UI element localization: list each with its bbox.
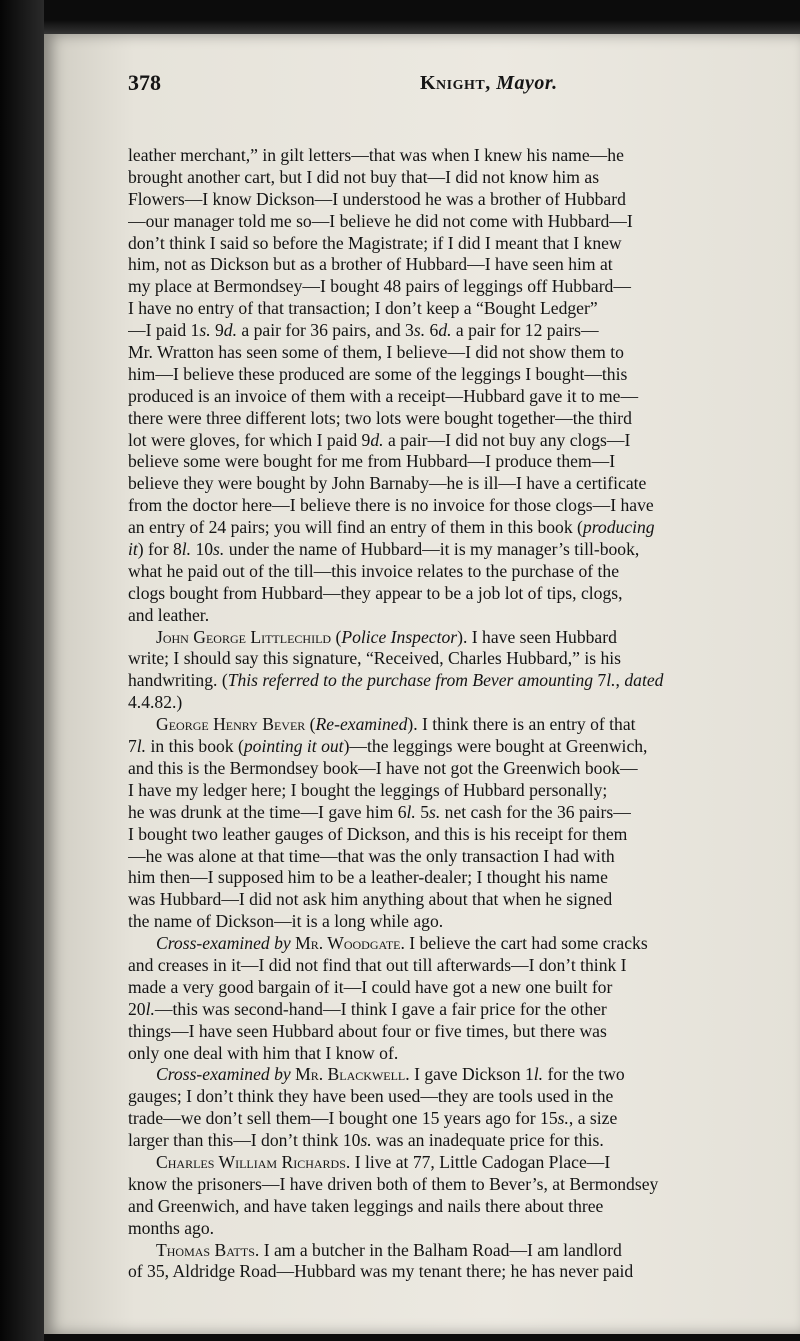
text-segment: net cash for the 36 pairs— xyxy=(440,801,631,822)
text-segment: only one deal with him that I know of. xyxy=(128,1042,399,1063)
text-segment: trade—we don’t sell them—I bought one 15 years ago for 15 xyxy=(128,1108,558,1129)
page-number: 378 xyxy=(128,70,161,95)
text-segment: ) for 8 xyxy=(137,539,182,560)
text-segment: believe they were bought by John Barnaby—he is ill—I have a certificate xyxy=(128,473,647,494)
text-segment: l. xyxy=(181,539,192,560)
text-segment: —he was alone at that time—that was the only transaction I had with xyxy=(128,845,615,866)
text-segment: 9 xyxy=(210,320,224,341)
text-segment: in this book ( xyxy=(146,736,244,757)
text-segment: him then—I supposed him to be a leather-dealer; I thought his name xyxy=(128,867,608,888)
book-spine-shadow xyxy=(0,0,44,1341)
text-segment: l. xyxy=(145,998,155,1019)
text-line xyxy=(128,430,800,452)
text-segment: I gave Dickson 1 xyxy=(409,1064,534,1085)
text-segment: ( xyxy=(305,714,316,735)
text-line xyxy=(128,1240,800,1262)
text-line xyxy=(128,189,800,211)
text-line xyxy=(128,364,800,386)
text-segment: s. xyxy=(413,320,426,341)
text-segment: him—I believe these produced are some of the leggings I bought—this xyxy=(128,363,628,384)
text-segment: d. xyxy=(223,320,237,341)
text-line xyxy=(128,692,800,714)
text-line xyxy=(128,846,800,868)
text-line xyxy=(128,561,800,583)
text-line xyxy=(128,1261,800,1283)
text-line xyxy=(128,648,800,670)
text-segment: and creases in it—I did not find that out till afterwards—I don’t think I xyxy=(128,954,627,975)
text-line xyxy=(128,999,800,1021)
text-segment: —this was second-hand—I think I gave a fair price for the other xyxy=(154,998,607,1019)
text-segment: of 35, Aldridge Road—Hubbard was my tenant there; he has never paid xyxy=(128,1261,634,1282)
text-segment: 5 xyxy=(415,801,429,822)
text-segment: Mr. Wratton has seen some of them, I believe—I did not show them to xyxy=(128,342,624,363)
text-segment: a pair for 12 pairs— xyxy=(451,320,599,341)
text-line xyxy=(128,1196,800,1218)
text-line xyxy=(128,320,800,342)
text-segment: he was drunk at the time—I gave him 6 xyxy=(128,801,407,822)
text-segment: s. xyxy=(199,320,211,341)
text-line xyxy=(128,517,800,539)
text-line xyxy=(128,298,800,320)
text-segment: Cross-examined by xyxy=(156,933,291,954)
text-line xyxy=(128,627,800,649)
text-line xyxy=(128,1152,800,1174)
text-line xyxy=(128,780,800,802)
text-segment: produced is an invoice of them with a receipt—Hubbard gave it to me— xyxy=(128,385,639,406)
text-line xyxy=(128,1174,800,1196)
text-segment: 6 xyxy=(425,320,439,341)
text-segment: d. xyxy=(438,320,452,341)
text-segment: believe some were bought for me from Hubbard—I produce them—I xyxy=(128,451,616,472)
text-line xyxy=(128,342,800,364)
text-segment: l. xyxy=(136,736,147,757)
text-segment: producing xyxy=(582,517,655,538)
text-segment: an entry of 24 pairs; you will find an entry of them in this book ( xyxy=(128,517,583,538)
text-segment: , a size xyxy=(568,1108,618,1129)
text-segment: 4.4.82.) xyxy=(128,692,183,713)
text-line xyxy=(128,495,800,517)
running-head-name: Knight, xyxy=(420,72,491,94)
text-segment: )—the leggings were bought at Greenwich, xyxy=(343,736,648,757)
text-segment: 10 xyxy=(191,539,214,560)
body-text xyxy=(128,145,800,1283)
text-segment: dated xyxy=(624,670,664,691)
text-segment: John George Littlechild xyxy=(156,626,332,647)
text-line xyxy=(128,276,800,298)
text-line xyxy=(128,889,800,911)
text-line xyxy=(128,933,800,955)
text-segment: I have my ledger here; I bought the leggings of Hubbard personally; xyxy=(128,779,608,800)
text-segment: gauges; I don’t think they have been used—they are tools used in the xyxy=(128,1086,614,1107)
text-line xyxy=(128,605,800,627)
text-segment: months ago. xyxy=(128,1217,215,1238)
text-line xyxy=(128,211,800,233)
text-segment: ). I have seen Hubbard xyxy=(457,626,617,647)
text-segment: I bought two leather gauges of Dickson, and this is his receipt for them xyxy=(128,823,628,844)
text-line xyxy=(128,1064,800,1086)
text-line xyxy=(128,408,800,430)
text-segment: Cross-examined by xyxy=(156,1064,291,1085)
text-segment: George Henry Bever xyxy=(156,714,306,735)
text-line xyxy=(128,145,800,167)
text-line xyxy=(128,1130,800,1152)
text-segment: and leather. xyxy=(128,604,210,625)
text-segment: brought another cart, but I did not buy that—I did not know him as xyxy=(128,166,600,187)
text-segment: for the two xyxy=(543,1064,625,1085)
text-segment: from the doctor here—I believe there is no invoice for those clogs—I have xyxy=(128,495,654,516)
text-line xyxy=(128,955,800,977)
text-line xyxy=(128,1218,800,1240)
text-segment: s. xyxy=(557,1108,569,1129)
text-line xyxy=(128,233,800,255)
text-segment: I am a butcher in the Balham Road—I am landlord xyxy=(259,1239,622,1260)
text-segment: leather merchant,” in gilt letters—that was when I knew his name—he xyxy=(128,145,624,165)
text-segment: and this is the Bermondsey book—I have not got the Greenwich book— xyxy=(128,757,638,778)
text-segment: things—I have seen Hubbard about four or five times, but there was xyxy=(128,1020,607,1041)
text-segment: 7 xyxy=(593,670,607,691)
text-line xyxy=(128,1043,800,1065)
text-segment: I live at 77, Little Cadogan Place—I xyxy=(350,1151,611,1172)
text-segment: s. xyxy=(429,801,441,822)
text-segment: larger than this—I don’t think 10 xyxy=(128,1130,361,1151)
text-segment: there were three different lots; two lots were bought together—the third xyxy=(128,407,632,428)
text-segment: clogs bought from Hubbard—they appear to be a job lot of tips, clogs, xyxy=(128,582,623,603)
text-segment: and Greenwich, and have taken leggings and nails there about three xyxy=(128,1195,604,1216)
text-line xyxy=(128,1086,800,1108)
text-line xyxy=(128,473,800,495)
text-segment: Thomas Batts. xyxy=(156,1239,260,1260)
text-segment: s. xyxy=(360,1130,372,1151)
running-head xyxy=(420,72,558,95)
text-line xyxy=(128,670,800,692)
text-segment: —our manager told me so—I believe he did not come with Hubbard—I xyxy=(128,210,633,231)
text-segment: I have no entry of that transaction; I don’t keep a “Bought Ledger” xyxy=(128,298,598,319)
text-line xyxy=(128,451,800,473)
text-segment: under the name of Hubbard—it is my manager’s till-book, xyxy=(224,539,640,560)
text-segment: pointing it out xyxy=(243,736,344,757)
text-segment: was Hubbard—I did not ask him anything about that when he signed xyxy=(128,889,613,910)
text-segment: s. xyxy=(213,539,225,560)
text-segment: Flowers—I know Dickson—I understood he was a brother of Hubbard xyxy=(128,188,626,209)
page-header xyxy=(128,70,800,104)
text-segment: was an inadequate price for this. xyxy=(371,1130,604,1151)
text-segment: a pair—I did not buy any clogs—I xyxy=(383,429,631,450)
text-segment: —I paid 1 xyxy=(128,320,200,341)
text-segment: This referred to the purchase from Bever amounting xyxy=(227,670,594,691)
text-line xyxy=(128,736,800,758)
text-line xyxy=(128,167,800,189)
text-line xyxy=(128,1021,800,1043)
text-segment: know the prisoners—I have driven both of them to Bever’s, at Bermondsey xyxy=(128,1173,659,1194)
text-line xyxy=(128,824,800,846)
text-segment: my place at Bermondsey—I bought 48 pairs of leggings off Hubbard— xyxy=(128,276,631,297)
text-segment: it xyxy=(128,539,138,560)
text-line xyxy=(128,911,800,933)
text-segment: Re-examined xyxy=(315,714,408,735)
text-segment: him, not as Dickson but as a brother of Hubbard—I have seen him at xyxy=(128,254,613,275)
text-line xyxy=(128,802,800,824)
text-line xyxy=(128,583,800,605)
text-line xyxy=(128,254,800,276)
text-segment: , xyxy=(615,670,625,691)
text-segment: l. xyxy=(606,670,616,691)
text-segment: d. xyxy=(370,429,384,450)
text-line xyxy=(128,539,800,561)
text-line xyxy=(128,1108,800,1130)
text-segment: lot were gloves, for which I paid 9 xyxy=(128,429,371,450)
text-line xyxy=(128,386,800,408)
text-line xyxy=(128,867,800,889)
text-segment: l. xyxy=(533,1064,544,1085)
text-line xyxy=(128,714,800,736)
text-segment: Mr. Woodgate. xyxy=(290,933,405,954)
text-segment: ). I think there is an entry of that xyxy=(407,714,636,735)
text-segment: handwriting. ( xyxy=(128,670,228,691)
text-segment: Mr. Blackwell. xyxy=(290,1064,410,1085)
text-segment: 7 xyxy=(128,736,137,757)
text-segment: write; I should say this signature, “Received, Charles Hubbard,” is his xyxy=(128,648,622,669)
text-segment: the name of Dickson—it is a long while ago. xyxy=(128,911,444,932)
text-line xyxy=(128,977,800,999)
text-segment: don’t think I said so before the Magistrate; if I did I meant that I knew xyxy=(128,232,622,253)
text-line xyxy=(128,758,800,780)
running-head-role: Mayor. xyxy=(496,72,558,94)
text-segment: Police Inspector xyxy=(341,626,458,647)
text-segment: Charles William Richards. xyxy=(156,1151,351,1172)
text-segment: 20 xyxy=(128,998,146,1019)
text-segment: a pair for 36 pairs, and 3 xyxy=(237,320,414,341)
text-segment: what he paid out of the till—this invoice relates to the purchase of the xyxy=(128,560,620,581)
text-segment: made a very good bargain of it—I could have got a new one built for xyxy=(128,976,613,997)
text-segment: I believe the cart had some cracks xyxy=(404,933,648,954)
text-segment: ( xyxy=(331,626,342,647)
text-segment: l. xyxy=(406,801,416,822)
